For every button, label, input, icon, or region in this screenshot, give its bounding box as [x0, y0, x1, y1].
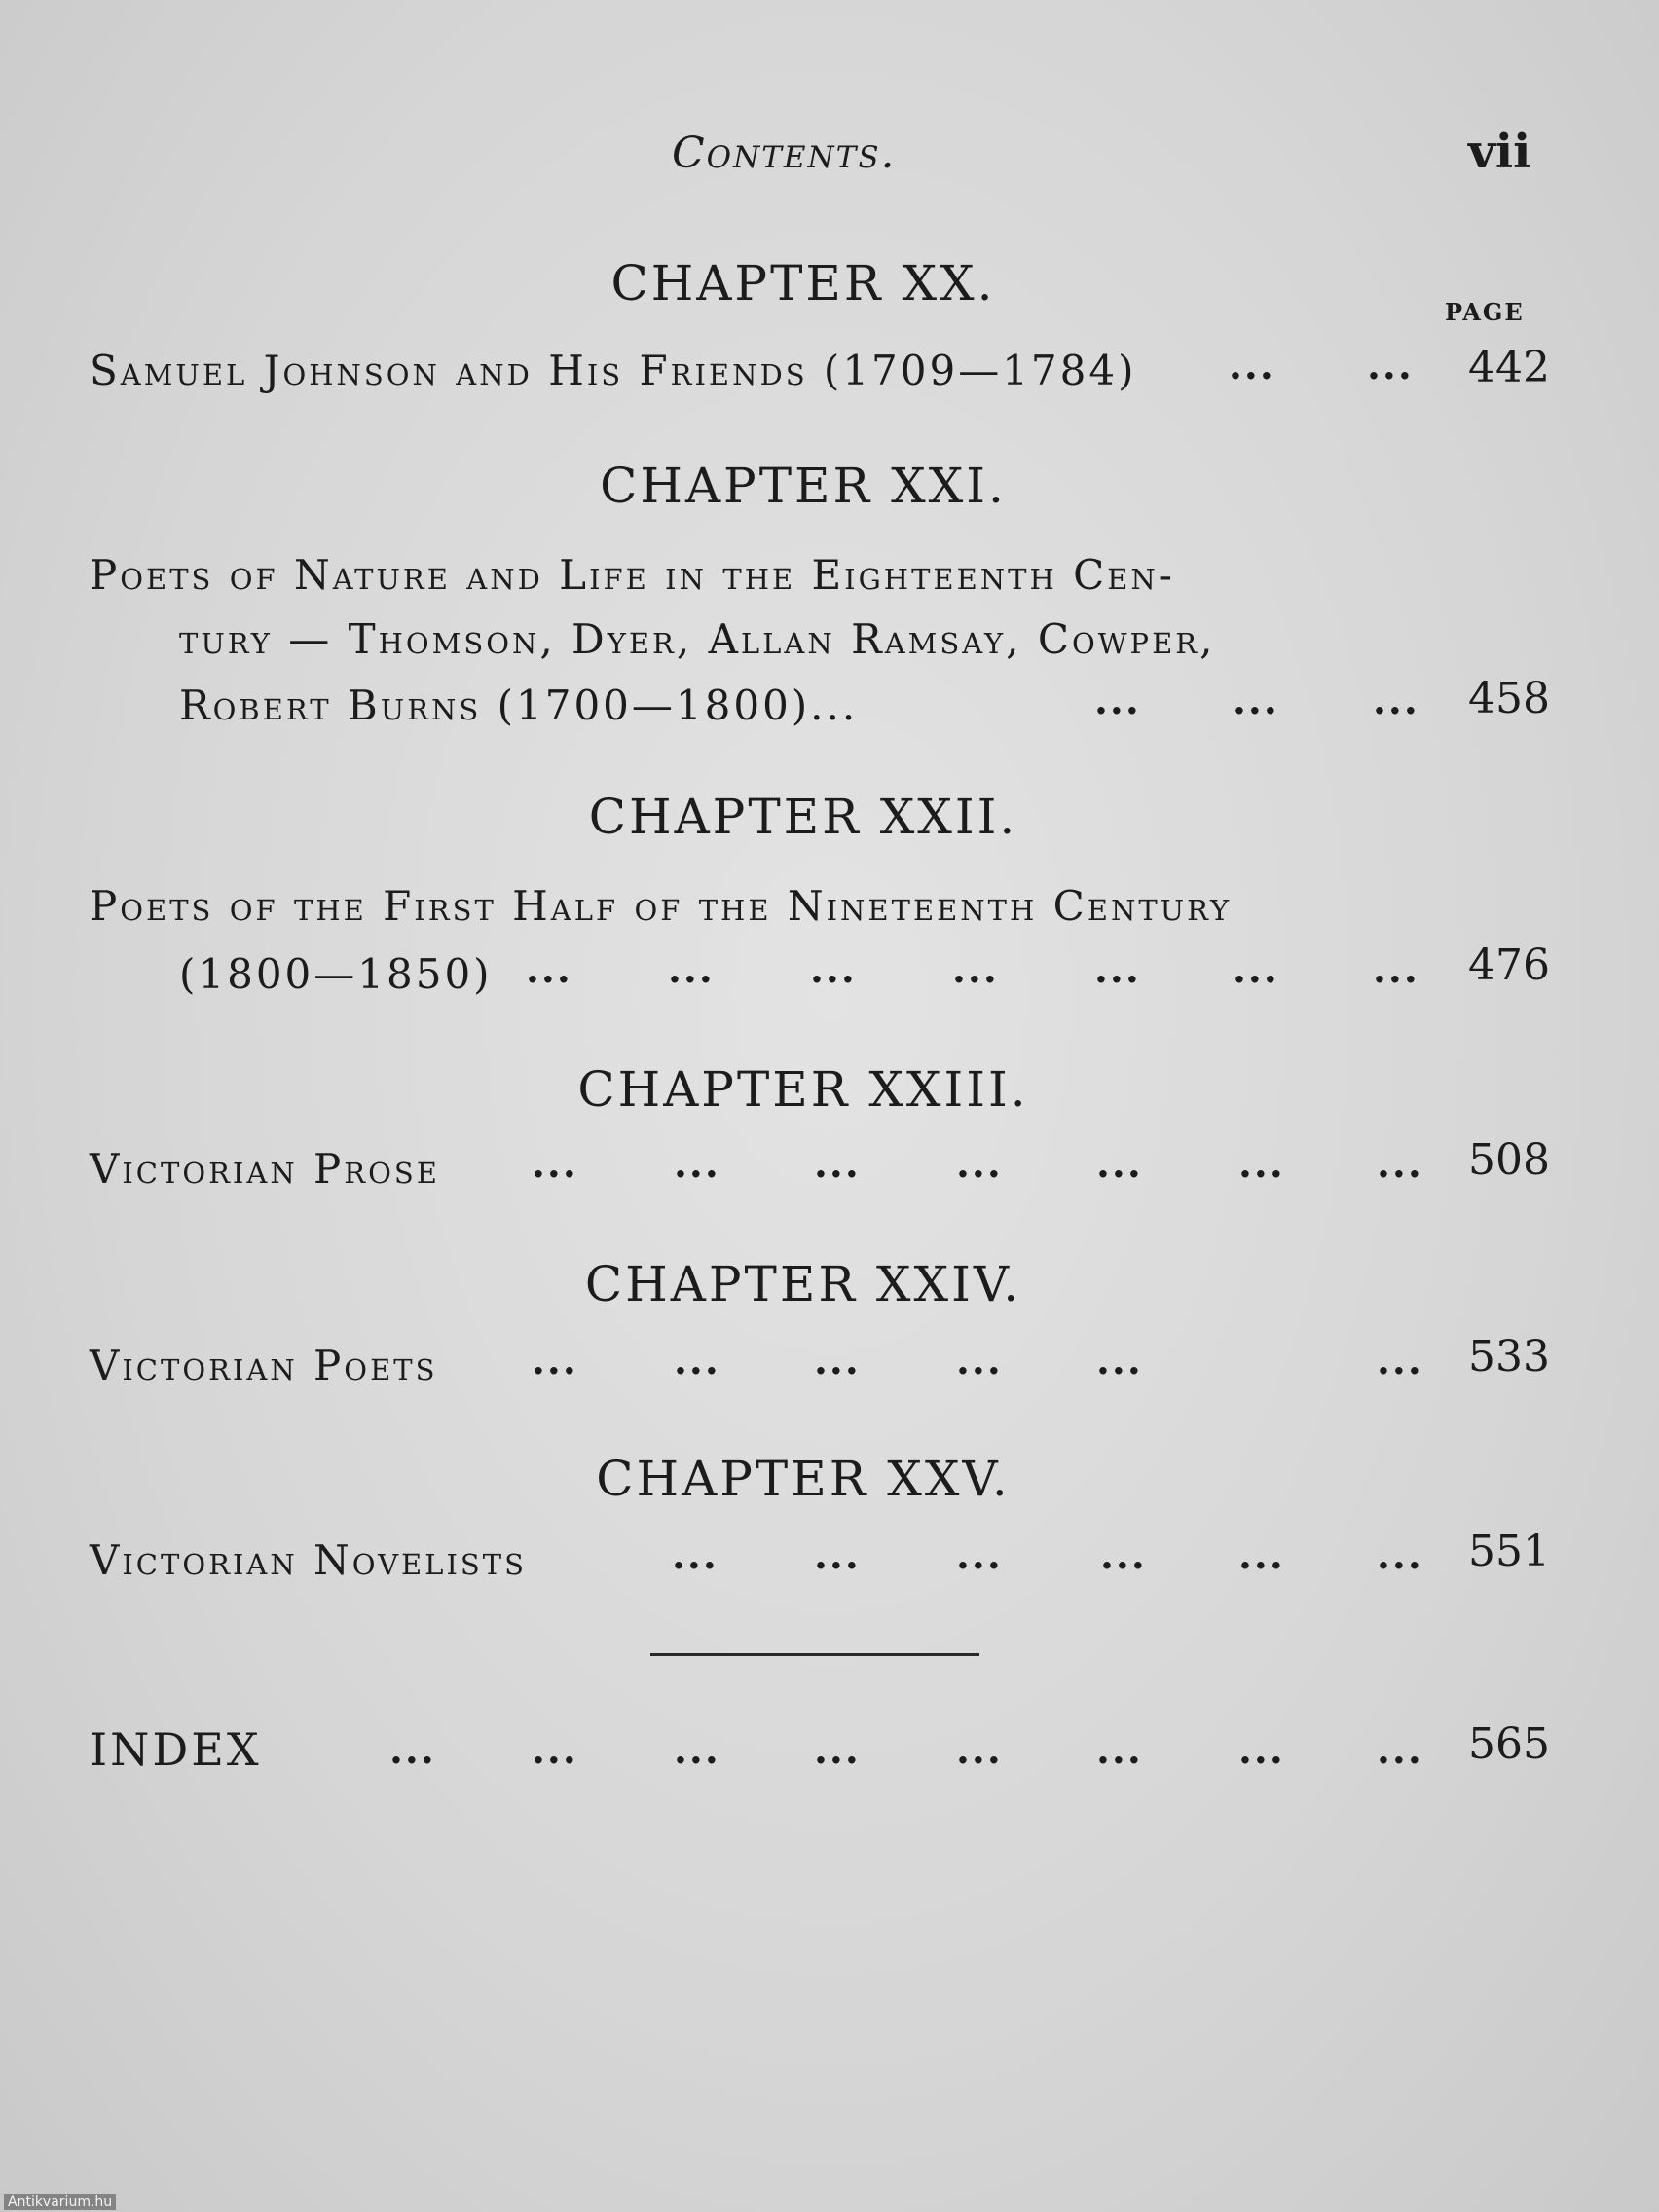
leader-dots: ... — [956, 1727, 1003, 1773]
leader-dots: ... — [1238, 1532, 1285, 1578]
chapter-title: Robert Burns (1700—1800)... — [179, 682, 859, 729]
leader-dots: ... — [1100, 1532, 1147, 1578]
leader-dots: ... — [1094, 946, 1141, 992]
page-number: 442 — [1468, 343, 1550, 392]
leader-dots: ... — [814, 1141, 861, 1187]
leader-dots: ... — [389, 1727, 436, 1773]
leader-dots: ... — [810, 946, 857, 992]
page-folio: vii — [1468, 125, 1531, 179]
leader-dots: ... — [956, 1141, 1003, 1187]
leader-dots: ... — [814, 1727, 861, 1773]
section-divider — [650, 1653, 979, 1656]
leader-dots: ... — [956, 1532, 1003, 1578]
leader-dots: ... — [1373, 678, 1419, 723]
chapter-title: Poets of Nature and Life in the Eighteenth Cen- — [90, 551, 1175, 599]
chapter-heading: CHAPTER XXIII. — [577, 1061, 1029, 1118]
leader-dots: ... — [1233, 946, 1279, 992]
leader-dots: ... — [1238, 1727, 1285, 1773]
leader-dots: ... — [1377, 1727, 1423, 1773]
chapter-title: (1800—1850) — [179, 950, 493, 998]
running-head: Contents. — [672, 129, 897, 178]
leader-dots: ... — [1229, 343, 1275, 388]
leader-dots: ... — [1096, 1338, 1143, 1383]
leader-dots: ... — [674, 1338, 720, 1383]
page-number: 458 — [1468, 674, 1550, 723]
leader-dots: ... — [1096, 1141, 1143, 1187]
leader-dots: ... — [532, 1727, 578, 1773]
page-number: 508 — [1468, 1135, 1550, 1185]
chapter-heading: CHAPTER XXIV. — [584, 1256, 1022, 1312]
leader-dots: ... — [672, 1532, 719, 1578]
page-number: 551 — [1468, 1527, 1550, 1576]
leader-dots: ... — [1377, 1532, 1423, 1578]
page-column-label: PAGE — [1445, 298, 1525, 326]
chapter-title: Samuel Johnson and His Friends (1709—1784) — [90, 347, 1137, 394]
leader-dots: ... — [1377, 1141, 1423, 1187]
chapter-title: tury — Thomson, Dyer, Allan Ramsay, Cowper, — [179, 615, 1216, 663]
leader-dots: ... — [814, 1532, 861, 1578]
chapter-title: Victorian Poets — [90, 1342, 438, 1389]
chapter-title: Poets of the First Half of the Nineteenth Century — [90, 882, 1233, 930]
leader-dots: ... — [814, 1338, 861, 1383]
leader-dots: ... — [1238, 1141, 1285, 1187]
leader-dots: ... — [1233, 678, 1279, 723]
chapter-heading: CHAPTER XXV. — [596, 1451, 1011, 1507]
page-number: 476 — [1468, 940, 1550, 990]
leader-dots: ... — [668, 946, 715, 992]
page-number: 533 — [1468, 1332, 1550, 1382]
leader-dots: ... — [1094, 678, 1141, 723]
watermark: Antikvarium.hu — [4, 2194, 116, 2210]
leader-dots: ... — [526, 946, 572, 992]
chapter-heading: CHAPTER XXII. — [588, 789, 1018, 845]
leader-dots: ... — [1377, 1338, 1423, 1383]
leader-dots: ... — [674, 1141, 720, 1187]
leader-dots: ... — [532, 1141, 578, 1187]
leader-dots: ... — [1096, 1727, 1143, 1773]
leader-dots: ... — [674, 1727, 720, 1773]
page-number: 565 — [1468, 1719, 1550, 1769]
leader-dots: ... — [952, 946, 999, 992]
chapter-heading: CHAPTER XXI. — [600, 458, 1007, 514]
chapter-heading: CHAPTER XX. — [610, 255, 996, 312]
leader-dots: ... — [532, 1338, 578, 1383]
leader-dots: ... — [1373, 946, 1419, 992]
leader-dots: ... — [956, 1338, 1003, 1383]
chapter-title: Victorian Prose — [90, 1145, 440, 1193]
index-label: INDEX — [90, 1723, 262, 1776]
leader-dots: ... — [1367, 343, 1414, 388]
chapter-title: Victorian Novelists — [90, 1536, 527, 1584]
